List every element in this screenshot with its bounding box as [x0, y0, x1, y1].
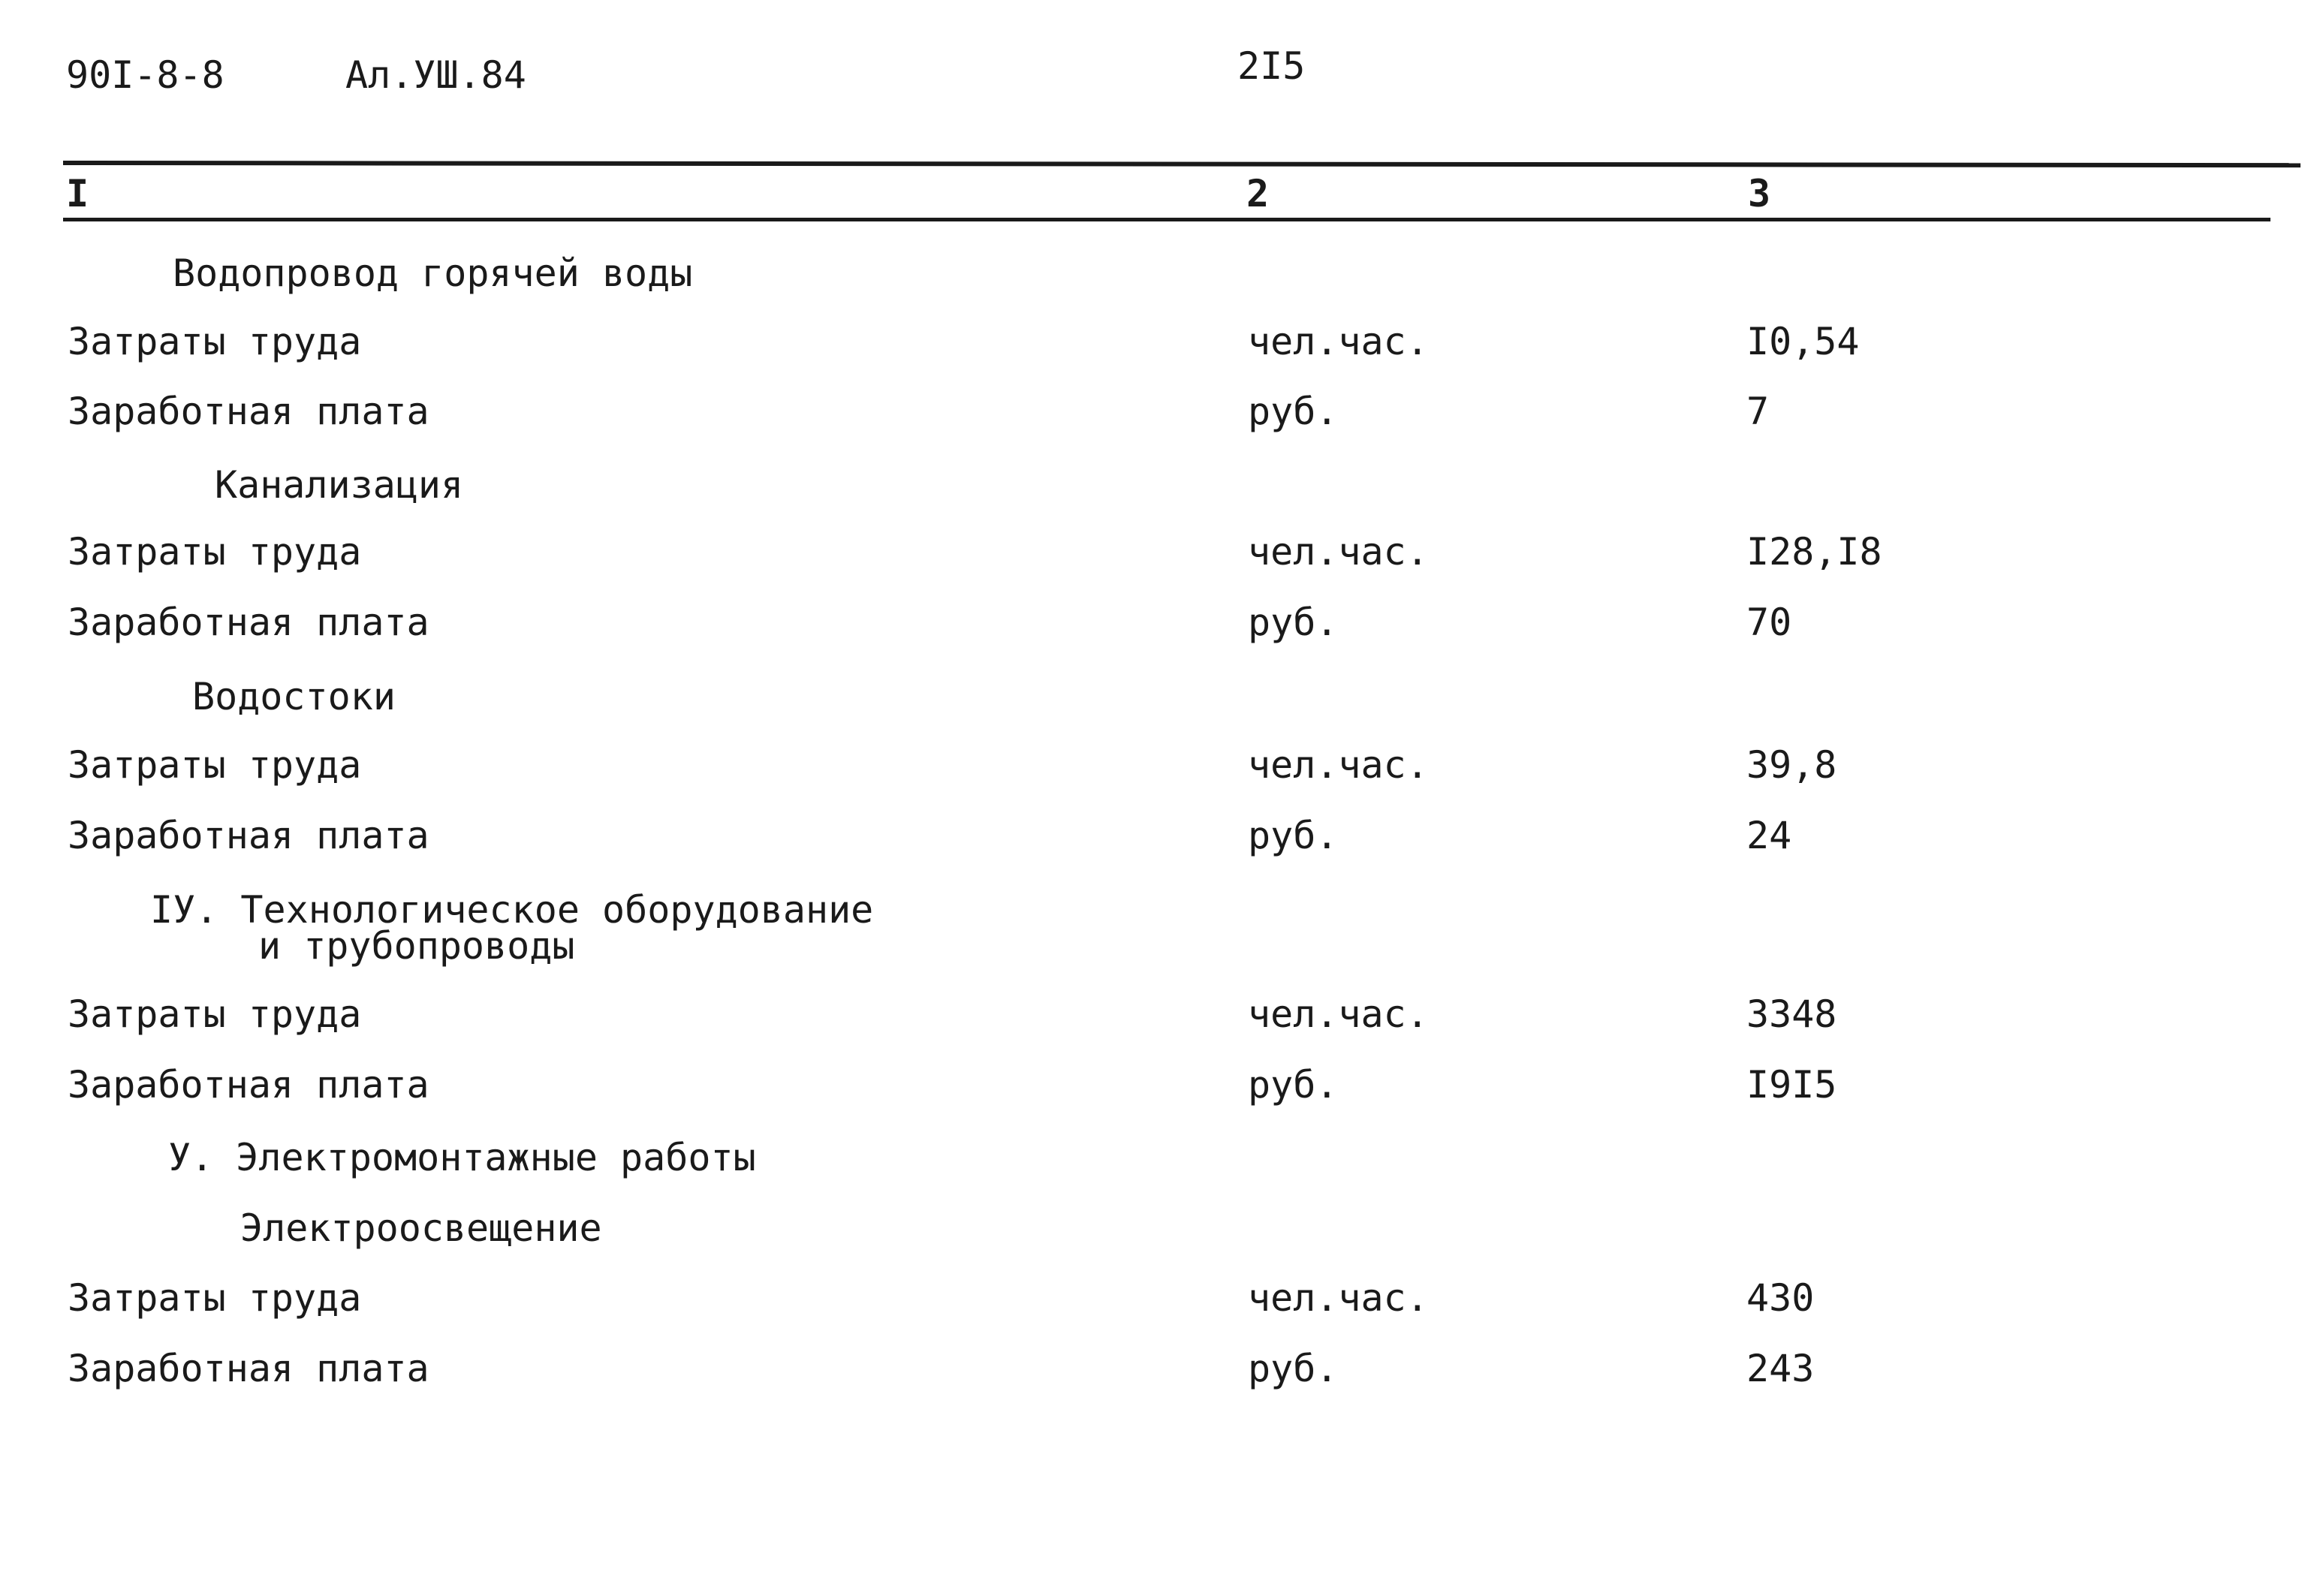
- table-row: [0, 1342, 2305, 1395]
- row-unit: руб.: [1248, 814, 1339, 857]
- row-name: Заработная плата: [68, 390, 429, 433]
- row-name: Затраты труда: [68, 743, 362, 787]
- section-subtitle-lighting: Электроосвещение: [240, 1206, 602, 1250]
- row-unit: чел.час.: [1248, 530, 1429, 574]
- section-title-drains: Водостоки: [192, 675, 396, 718]
- row-value: 7: [1746, 390, 1770, 433]
- section-title-equipment-line1: IУ. Технологическое оборудование: [150, 888, 874, 932]
- table-row: [0, 315, 2305, 368]
- row-value: I0,54: [1746, 320, 1860, 363]
- row-unit: руб.: [1248, 1347, 1339, 1390]
- row-name: Заработная плата: [68, 1063, 429, 1107]
- table-row: [0, 596, 2305, 649]
- row-name: Заработная плата: [68, 601, 429, 644]
- table-row: [0, 525, 2305, 578]
- row-unit: чел.час.: [1248, 1276, 1429, 1320]
- album-reference: Ал.УШ.84: [345, 53, 526, 97]
- row-name: Затраты труда: [68, 320, 362, 363]
- section-title-hot-water: Водопровод горячей воды: [173, 251, 693, 295]
- row-value: 24: [1746, 814, 1792, 857]
- column-header-1: I: [66, 172, 89, 215]
- row-unit: руб.: [1248, 601, 1339, 644]
- section-title-sewerage: Канализация: [215, 463, 464, 507]
- row-name: Затраты труда: [68, 1276, 362, 1320]
- row-name: Затраты труда: [68, 992, 362, 1036]
- table-top-rule: [63, 161, 2300, 167]
- row-unit: руб.: [1248, 1063, 1339, 1107]
- row-value: 430: [1746, 1276, 1815, 1320]
- table-row: [0, 385, 2305, 438]
- page-number: 2I5: [1237, 44, 1306, 88]
- row-value: 39,8: [1746, 743, 1837, 787]
- row-value: 70: [1746, 601, 1792, 644]
- table-row: [0, 739, 2305, 791]
- column-header-3: 3: [1748, 172, 1771, 215]
- row-name: Затраты труда: [68, 530, 362, 574]
- row-unit: чел.час.: [1248, 992, 1429, 1036]
- row-value: 3348: [1746, 992, 1837, 1036]
- document-code: 90I-8-8: [66, 53, 224, 97]
- column-header-2: 2: [1246, 172, 1270, 215]
- row-unit: руб.: [1248, 390, 1339, 433]
- row-value: I28,I8: [1746, 530, 1882, 574]
- row-value: I9I5: [1746, 1063, 1837, 1107]
- row-value: 243: [1746, 1347, 1815, 1390]
- row-name: Заработная плата: [68, 814, 429, 857]
- table-row: [0, 1058, 2305, 1111]
- section-title-equipment-line2: и трубопроводы: [258, 924, 575, 968]
- row-name: Заработная плата: [68, 1347, 429, 1390]
- page-header: [0, 44, 2305, 104]
- table-header-rule: [63, 218, 2270, 221]
- table-column-headers: [0, 171, 2305, 216]
- table-row: [0, 1272, 2305, 1324]
- table-row: [0, 809, 2305, 862]
- row-unit: чел.час.: [1248, 743, 1429, 787]
- table-row: [0, 988, 2305, 1040]
- row-unit: чел.час.: [1248, 320, 1429, 363]
- section-title-electrical: У. Электромонтажные работы: [168, 1136, 756, 1179]
